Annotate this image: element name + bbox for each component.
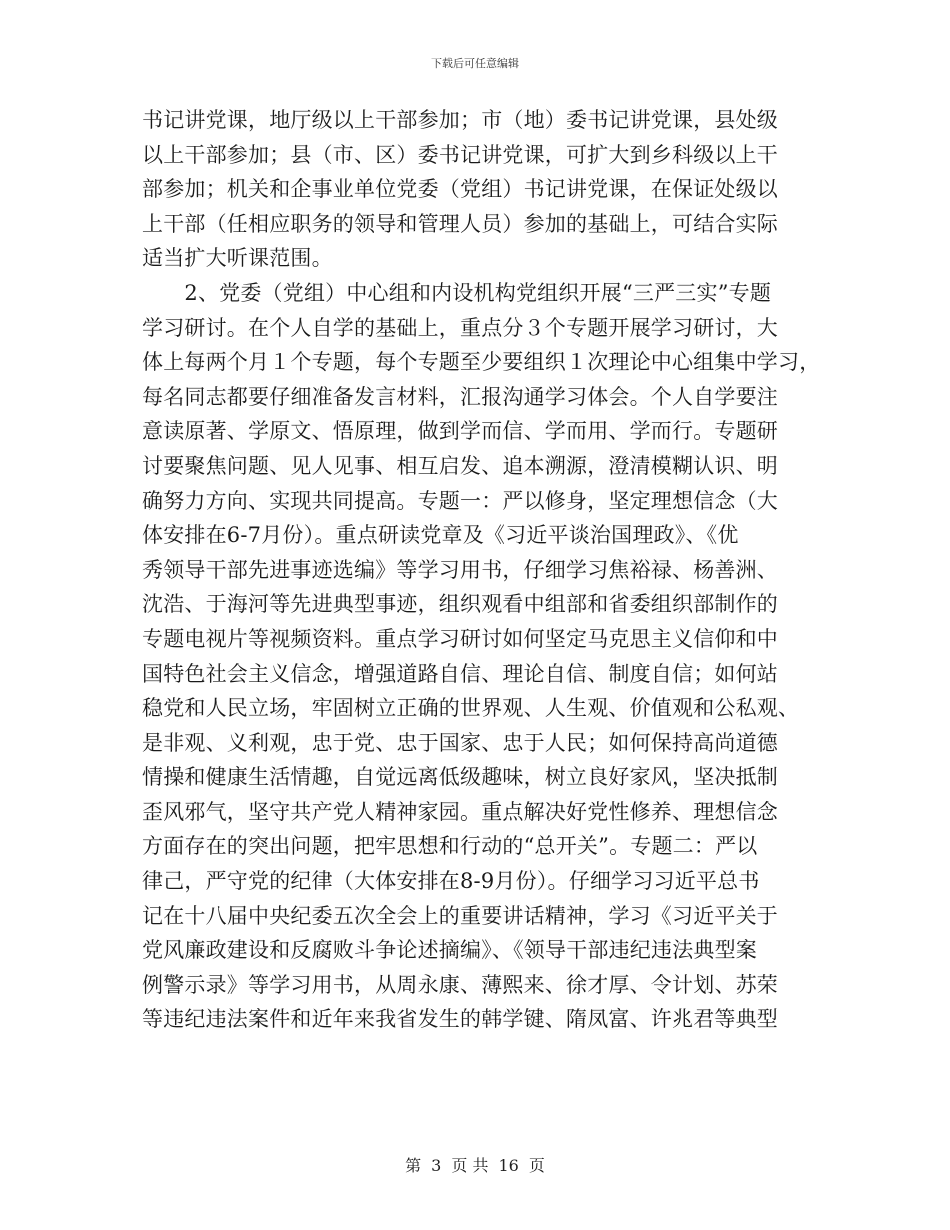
- text-line: 等违纪违法案件和近年来我省发生的韩学键、隋凤富、许兆君等典型: [142, 1007, 778, 1032]
- text-line: 上干部（任相应职务的领导和管理人员）参加的基础上，可结合实际: [142, 211, 778, 236]
- text-line: 稳党和人民立场，牢固树立正确的世界观、人生观、价值观和公私观、: [142, 696, 800, 721]
- text-line: 体安排在6-7月份）。重点研读党章及《习近平谈治国理政》、《优: [142, 523, 739, 548]
- text-line: 确努力方向、实现共同提高。专题一：严以修身，坚定理想信念（大: [142, 488, 778, 513]
- total-pages-number: 16: [498, 1156, 519, 1175]
- text-line: 意读原著、学原文、悟原理，做到学而信、学而用、学而行。专题研: [142, 419, 778, 444]
- text-line: 体上每两个月１个专题，每个专题至少要组织１次理论中心组集中学习，: [142, 350, 821, 375]
- text-line: 专题电视片等视频资料。重点学习研讨如何坚定马克思主义信仰和中: [142, 626, 778, 651]
- text-line: 情操和健康生活情趣，自觉远离低级趣味，树立良好家风，坚决抵制: [142, 765, 778, 790]
- text-line: 以上干部参加；县（市、区）委书记讲党课，可扩大到乡科级以上干: [142, 142, 778, 167]
- page-footer: [0, 1153, 950, 1176]
- text-line: 秀领导干部先进事迹选编》等学习用书，仔细学习焦裕禄、杨善洲、: [142, 557, 778, 582]
- current-page-number: 3: [431, 1156, 442, 1175]
- footer-middle: 页 共: [451, 1156, 489, 1175]
- text-line: 例警示录》等学习用书，从周永康、薄熙来、徐才厚、令计划、苏荣: [142, 972, 778, 997]
- document-body: [142, 103, 832, 1037]
- text-line: 书记讲党课，地厅级以上干部参加；市（地）委书记讲党课，县处级: [142, 108, 778, 132]
- text-line: 讨要聚焦问题、见人见事、相互启发、追本溯源，澄清模糊认识、明: [142, 453, 778, 478]
- text-line: 党风廉政建设和反腐败斗争论述摘编》、《领导干部违纪违法典型案: [142, 938, 757, 963]
- text-line: 是非观、义利观，忠于党、忠于国家、忠于人民；如何保持高尚道德: [142, 730, 778, 755]
- text-line: 歪风邪气，坚守共产党人精神家园。重点解决好党性修养、理想信念: [142, 799, 778, 824]
- text-line: 学习研讨。在个人自学的基础上，重点分３个专题开展学习研讨，大: [142, 315, 778, 340]
- text-line: 部参加；机关和企事业单位党委（党组）书记讲党课，在保证处级以: [142, 177, 778, 202]
- footer-suffix: 页: [528, 1156, 545, 1175]
- text-line: 适当扩大听课范围。: [142, 246, 333, 271]
- text-line: 2、党委（党组）中心组和内设机构党组织开展“三严三实”专题: [142, 280, 772, 305]
- footer-prefix: 第: [405, 1156, 422, 1175]
- text-line: 沈浩、于海河等先进典型事迹，组织观看中组部和省委组织部制作的: [142, 592, 778, 617]
- text-line: 律己，严守党的纪律（大体安排在8-9月份）。仔细学习习近平总书: [142, 869, 760, 894]
- header-note: 下载后可任意编辑: [431, 57, 519, 70]
- text-line: 每名同志都要仔细准备发言材料，汇报沟通学习体会。个人自学要注: [142, 384, 778, 409]
- text-line: 记在十八届中央纪委五次全会上的重要讲话精神，学习《习近平关于: [142, 903, 778, 928]
- text-line: 方面存在的突出问题，把牢思想和行动的“总开关”。专题二：严以: [142, 834, 758, 859]
- text-line: 国特色社会主义信念，增强道路自信、理论自信、制度自信；如何站: [142, 661, 778, 686]
